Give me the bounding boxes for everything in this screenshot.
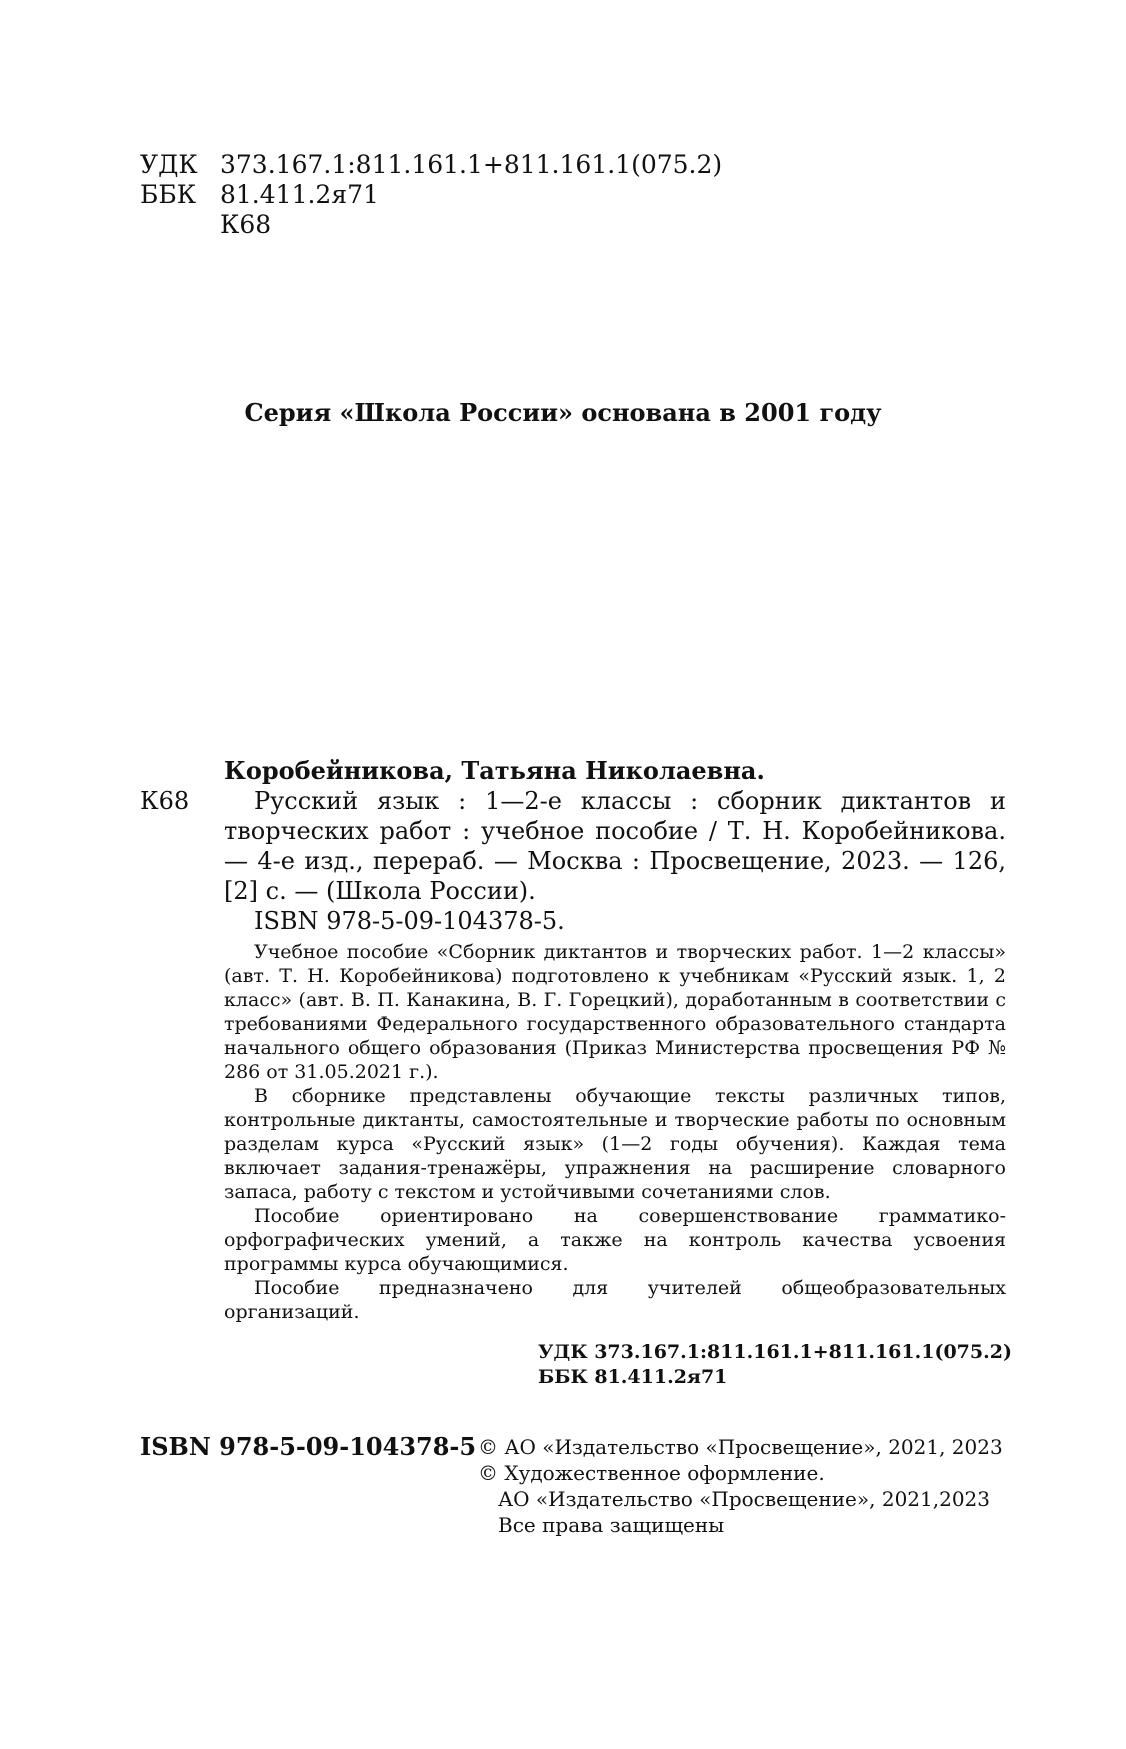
entry-isbn: ISBN 978-5-09-104378-5. <box>254 907 565 935</box>
bibliographic-entry <box>140 786 1006 936</box>
bbk-value: 81.411.2я71 <box>220 180 379 209</box>
annotation <box>224 940 1006 1324</box>
bibliographic-record <box>140 756 1012 1390</box>
bbk-label: ББК <box>140 180 197 209</box>
annotation-paragraph: Учебное пособие «Сборник диктантов и творческих работ. 1—2 классы» (авт. Т. Н. Коробейникова) подготовлено к учебникам «Русский язык. 1, 2 класс» (авт. В. П. Канакина, В. Г. Горецкий), доработанным в соответствии с требованиями Федерального государственного образовательного стандарта начального общего образования (Приказ Министерства просвещения РФ № 286 от 31.05.2021 г.). <box>224 941 1006 1083</box>
udk-value: 373.167.1:811.161.1+811.161.1(075.2) <box>220 150 723 179</box>
entry-cutter-code: К68 <box>140 787 190 815</box>
entry-description: Русский язык : 1—2-е классы : сборник диктантов и творческих работ : учебное пособие / Т. Н. Коробейникова. — 4-е изд., перераб. — Москва : Просвещение, 2023. — 126, [2] с. — (Школа России). <box>224 787 1006 905</box>
udk-label: УДК <box>140 150 198 179</box>
series-note: Серия «Школа России» основана в 2001 году <box>244 398 882 427</box>
udk-code: УДК 373.167.1:811.161.1+811.161.1(075.2) <box>538 1341 1012 1363</box>
copyright-line: АО «Издательство «Просвещение», 2021,2023 <box>498 1487 990 1511</box>
cutter-row <box>140 210 722 240</box>
classification-block <box>140 150 722 240</box>
rights-reserved: Все права защищены <box>498 1513 725 1537</box>
copyright-block <box>478 1434 1003 1538</box>
copyright-line: © Художественное оформление. <box>478 1461 825 1485</box>
author-heading: Коробейникова, Татьяна Николаевна. <box>224 756 765 785</box>
classification-codes <box>538 1340 1012 1390</box>
annotation-paragraph: Пособие ориентировано на совершенствование грамматико-орфографических умений, а также на контроль качества усвоения программы курса обучающимися. <box>224 1205 1006 1275</box>
annotation-paragraph: В сборнике представлены обучающие тексты различных типов, контрольные диктанты, самостоятельные и творческие работы по основным разделам курса «Русский язык» (1—2 годы обучения). Каждая тема включает задания-тренажёры, упражнения на расширение словарного запаса, работу с текстом и устойчивыми сочетаниями слов. <box>224 1085 1006 1203</box>
bbk-row <box>140 180 722 210</box>
cutter-code: К68 <box>220 210 272 239</box>
udk-row <box>140 150 722 180</box>
bbk-code: ББК 81.411.2я71 <box>538 1366 728 1388</box>
isbn-main: ISBN 978-5-09-104378-5 <box>140 1432 477 1461</box>
annotation-paragraph: Пособие предназначено для учителей общеобразовательных организаций. <box>224 1277 1006 1323</box>
copyright-line: © АО «Издательство «Просвещение», 2021, 2023 <box>478 1435 1003 1459</box>
